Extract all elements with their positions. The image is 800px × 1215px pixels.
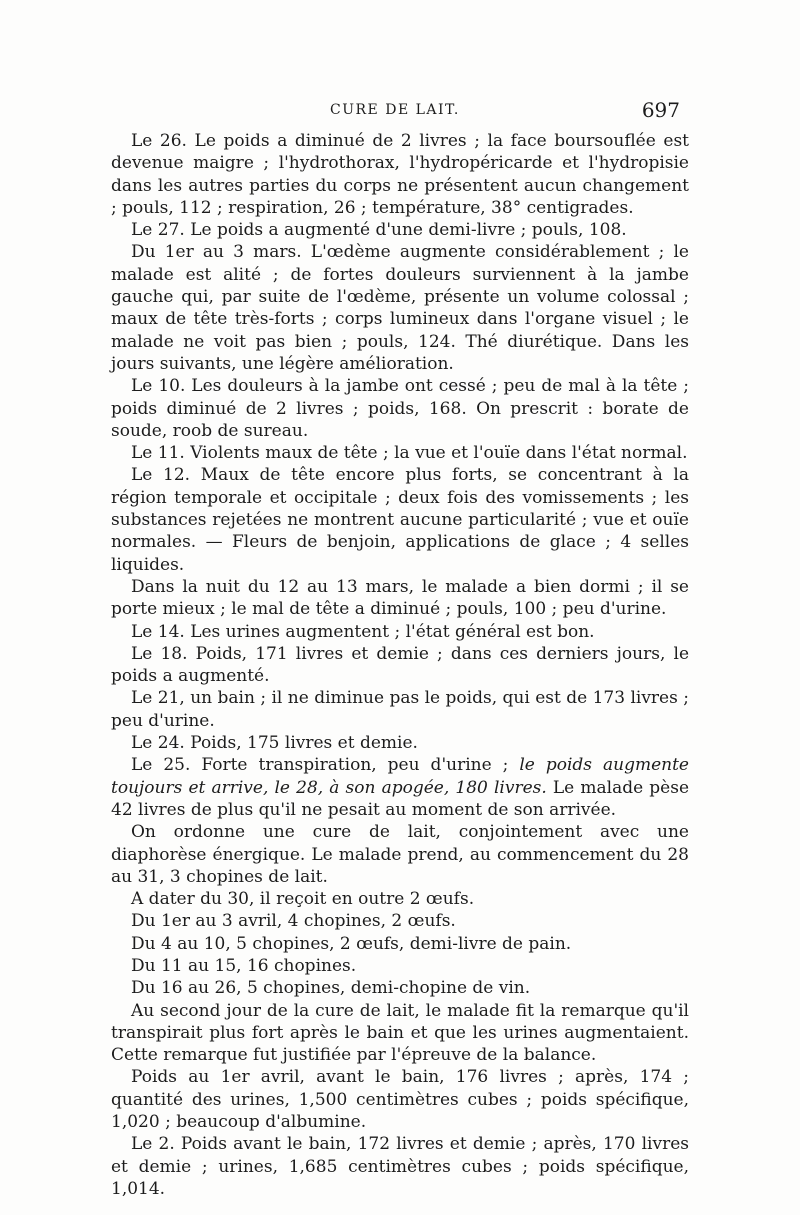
paragraph: Le 10. Les douleurs à la jambe ont cessé ; peu de mal à la tête ; poids diminué de 2 livres ; poids, 168. On prescrit : borate de soude, roob de sureau.	[111, 376, 689, 441]
paragraph: Le 26. Le poids a diminué de 2 livres ; la face boursouflée est devenue maigre ; l'hydrothorax, l'hydropéricarde et l'hydropisie dans les autres parties du corps ne présentent aucun changement ; pouls, 112 ; respiration, 26 ; température, 38° centigrades.	[111, 131, 689, 218]
paragraph: Le 18. Poids, 171 livres et demie ; dans ces derniers jours, le poids a augmenté.	[111, 643, 689, 687]
paragraph: Du 4 au 10, 5 chopines, 2 œufs, demi-livre de pain.	[131, 933, 572, 954]
running-head	[112, 98, 684, 128]
paragraph-text: Le malade pèse 42 livres de plus qu'il ne pesait au moment de son arrivée.	[111, 777, 690, 820]
paragraph: Le 14. Les urines augmentent ; l'état général est bon.	[131, 621, 595, 642]
paragraph: Le 12. Maux de tête encore plus forts, se concentrant à la région temporale et occipitale ; deux fois des vomissements ; les substances rejetées ne montrent aucune particularité ; vue et ouïe normales. — Fleurs de benjoin, applications de glace ; 4 selles liquides.	[111, 465, 689, 575]
page-body	[111, 130, 689, 1200]
paragraph-text: Le 25. Forte transpiration, peu d'urine ;	[131, 755, 520, 776]
paragraph: Le 21, un bain ; il ne diminue pas le poids, qui est de 173 livres ; peu d'urine.	[111, 688, 689, 731]
paragraph: Le 24. Poids, 175 livres et demie.	[131, 733, 418, 754]
paragraph: A dater du 30, il reçoit en outre 2 œufs.	[131, 889, 475, 910]
paragraph: On ordonne une cure de lait, conjointement avec une diaphorèse énergique. Le malade prend, au commencement du 28 au 31, 3 chopines de lait.	[111, 822, 689, 887]
paragraph: Du 16 au 26, 5 chopines, demi-chopine de vin.	[131, 978, 531, 999]
paragraph: Le 27. Le poids a augmenté d'une demi-livre ; pouls, 108.	[131, 220, 627, 241]
page-number: 697	[641, 98, 680, 122]
paragraph: Le 2. Poids avant le bain, 172 livres et demie ; après, 170 livres et demie ; urines, 1,685 centimètres cubes ; poids spécifique, 1,014.	[111, 1134, 689, 1199]
paragraph: Poids au 1er avril, avant le bain, 176 livres ; après, 174 ; quantité des urines, 1,500 centimètres cubes ; poids spécifique, 1,020 ; beaucoup d'albumine.	[111, 1067, 689, 1133]
italic-text: le poids augmente toujours et arrive, le 28, à son apogée, 180 livres.	[111, 755, 689, 798]
paragraph: Du 1er au 3 mars. L'œdème augmente considérablement ; le malade est alité ; de fortes douleurs surviennent à la jambe gauche qui, par suite de l'œdème, présente un volume colossal ; maux de tête très-forts ; corps lumineux dans l'organe visuel ; le malade ne voit pas bien ; pouls, 124. Thé diurétique. Dans les jours suivants, une légère amélioration.	[111, 242, 689, 374]
paragraph: Au second jour de la cure de lait, le malade fit la remarque qu'il transpirait plus fort après le bain et que les urines augmentaient. Cette remarque fut justifiée par l'épreuve de la balance.	[111, 1000, 689, 1066]
running-head-title: CURE DE LAIT.	[330, 102, 460, 118]
paragraph: Le 11. Violents maux de tête ; la vue et l'ouïe dans l'état normal.	[131, 443, 688, 464]
paragraph: Dans la nuit du 12 au 13 mars, le malade a bien dormi ; il se porte mieux ; le mal de tête a diminué ; pouls, 100 ; peu d'urine.	[111, 576, 689, 620]
paragraph: Du 11 au 15, 16 chopines.	[131, 955, 357, 976]
paragraph	[111, 754, 689, 821]
paragraph: Du 1er au 3 avril, 4 chopines, 2 œufs.	[131, 911, 456, 932]
